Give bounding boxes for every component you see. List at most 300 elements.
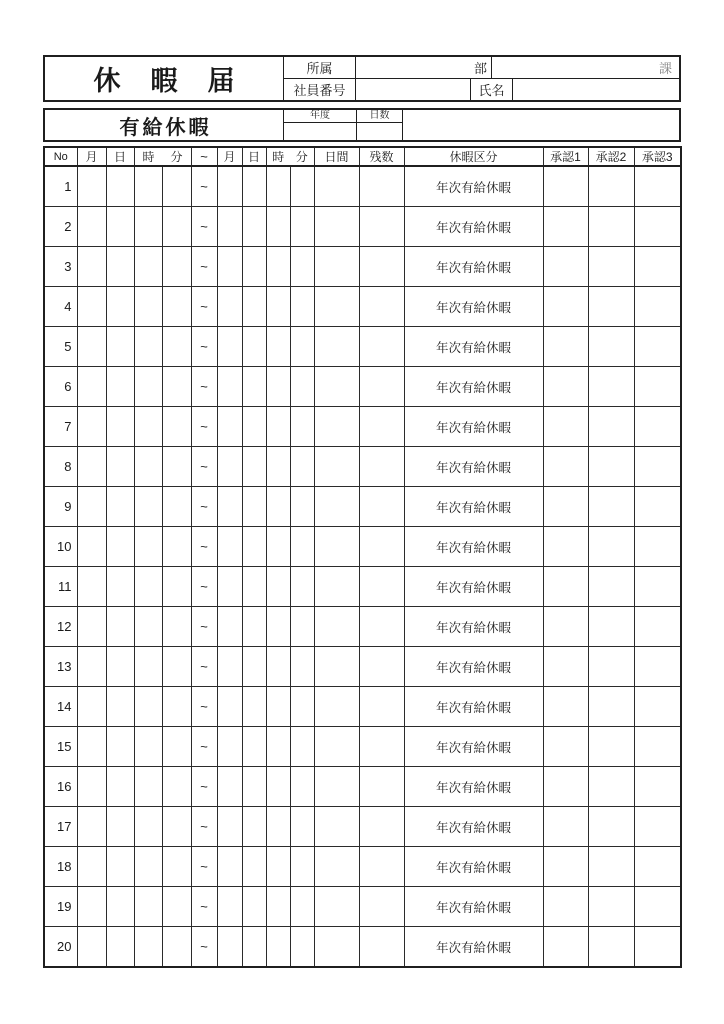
end-hour-field[interactable]	[266, 847, 290, 887]
approval3-field[interactable]	[634, 287, 681, 327]
header-approval3: 承認3	[634, 147, 681, 166]
approval3-field[interactable]	[634, 527, 681, 567]
table-row	[44, 207, 681, 247]
remaining-field[interactable]	[359, 687, 404, 727]
start-day-field[interactable]	[106, 807, 134, 847]
end-hour-field[interactable]	[266, 727, 290, 767]
duration-field[interactable]	[314, 447, 359, 487]
range-tilde: ~	[191, 687, 217, 727]
paid-leave-title	[45, 110, 284, 140]
approval2-field[interactable]	[588, 247, 634, 287]
end-month-field[interactable]	[217, 327, 242, 367]
approval1-field[interactable]	[543, 287, 588, 327]
paid-leave-title-text: 有給休暇	[119, 116, 212, 139]
remaining-field[interactable]	[359, 527, 404, 567]
row-number: 16	[44, 767, 77, 807]
start-minute-field[interactable]	[162, 767, 191, 807]
name-field[interactable]	[513, 79, 679, 100]
duration-field[interactable]	[314, 887, 359, 927]
end-hour-field[interactable]	[266, 207, 290, 247]
start-month-field[interactable]	[77, 367, 106, 407]
start-day-field[interactable]	[106, 407, 134, 447]
department-label: 所属	[284, 57, 356, 78]
end-day-field[interactable]	[242, 767, 266, 807]
end-hour-field[interactable]	[266, 287, 290, 327]
approval3-field[interactable]	[634, 407, 681, 447]
duration-field[interactable]	[314, 767, 359, 807]
start-day-field[interactable]	[106, 607, 134, 647]
start-month-field[interactable]	[77, 287, 106, 327]
remaining-field[interactable]	[359, 727, 404, 767]
start-minute-field[interactable]	[162, 447, 191, 487]
start-minute-field[interactable]	[162, 287, 191, 327]
end-minute-field[interactable]	[290, 367, 314, 407]
row-number: 1	[44, 166, 77, 207]
approval1-field[interactable]	[543, 487, 588, 527]
start-month-field[interactable]	[77, 567, 106, 607]
table-row	[44, 407, 681, 447]
start-month-field[interactable]	[77, 647, 106, 687]
start-day-field[interactable]	[106, 687, 134, 727]
start-month-field[interactable]	[77, 166, 106, 207]
remaining-field[interactable]	[359, 607, 404, 647]
start-day-field[interactable]	[106, 847, 134, 887]
end-minute-field[interactable]	[290, 647, 314, 687]
start-day-field[interactable]	[106, 207, 134, 247]
duration-field[interactable]	[314, 607, 359, 647]
approval3-field[interactable]	[634, 687, 681, 727]
section-field[interactable]	[492, 57, 679, 78]
end-hour-field[interactable]	[266, 647, 290, 687]
header-start-day: 日	[106, 147, 134, 166]
row-number: 2	[44, 207, 77, 247]
table-row	[44, 166, 681, 207]
approval2-field[interactable]	[588, 807, 634, 847]
approval2-field[interactable]	[588, 887, 634, 927]
end-minute-field[interactable]	[290, 567, 314, 607]
remaining-field[interactable]	[359, 207, 404, 247]
end-minute-field[interactable]	[290, 927, 314, 968]
end-month-field[interactable]	[217, 767, 242, 807]
approval2-field[interactable]	[588, 327, 634, 367]
start-day-field[interactable]	[106, 327, 134, 367]
approval3-field[interactable]	[634, 927, 681, 968]
start-month-field[interactable]	[77, 927, 106, 968]
end-day-field[interactable]	[242, 247, 266, 287]
start-minute-field[interactable]	[162, 327, 191, 367]
end-month-field[interactable]	[217, 247, 242, 287]
header-start-minute: 分	[170, 150, 183, 164]
table-row	[44, 607, 681, 647]
remaining-field[interactable]	[359, 767, 404, 807]
remaining-field[interactable]	[359, 487, 404, 527]
approval3-field[interactable]	[634, 847, 681, 887]
approval3-field[interactable]	[634, 767, 681, 807]
range-tilde: ~	[191, 287, 217, 327]
start-minute-field[interactable]	[162, 807, 191, 847]
start-month-field[interactable]	[77, 407, 106, 447]
remaining-field[interactable]	[359, 367, 404, 407]
approval2-field[interactable]	[588, 847, 634, 887]
end-day-field[interactable]	[242, 567, 266, 607]
end-month-field[interactable]	[217, 927, 242, 968]
range-tilde: ~	[191, 207, 217, 247]
duration-field[interactable]	[314, 847, 359, 887]
start-month-field[interactable]	[77, 727, 106, 767]
start-hour-field[interactable]	[134, 527, 162, 567]
end-minute-field[interactable]	[290, 207, 314, 247]
approval2-field[interactable]	[588, 567, 634, 607]
start-hour-field[interactable]	[134, 287, 162, 327]
start-day-field[interactable]	[106, 287, 134, 327]
start-hour-field[interactable]	[134, 447, 162, 487]
approval1-field[interactable]	[543, 847, 588, 887]
end-hour-field[interactable]	[266, 487, 290, 527]
start-hour-field[interactable]	[134, 487, 162, 527]
remaining-field[interactable]	[359, 887, 404, 927]
end-month-field[interactable]	[217, 166, 242, 207]
range-tilde: ~	[191, 166, 217, 207]
start-hour-field[interactable]	[134, 687, 162, 727]
end-day-field[interactable]	[242, 887, 266, 927]
approval2-field[interactable]	[588, 487, 634, 527]
approval1-field[interactable]	[543, 247, 588, 287]
end-minute-field[interactable]	[290, 287, 314, 327]
end-hour-field[interactable]	[266, 567, 290, 607]
start-hour-field[interactable]	[134, 367, 162, 407]
end-hour-field[interactable]	[266, 367, 290, 407]
remaining-field[interactable]	[359, 447, 404, 487]
end-day-field[interactable]	[242, 487, 266, 527]
leave-type: 年次有給休暇	[404, 727, 543, 767]
end-hour-field[interactable]	[266, 166, 290, 207]
start-minute-field[interactable]	[162, 687, 191, 727]
start-month-field[interactable]	[77, 247, 106, 287]
end-hour-field[interactable]	[266, 527, 290, 567]
end-minute-field[interactable]	[290, 487, 314, 527]
start-minute-field[interactable]	[162, 847, 191, 887]
start-minute-field[interactable]	[162, 887, 191, 927]
end-month-field[interactable]	[217, 407, 242, 447]
end-minute-field[interactable]	[290, 807, 314, 847]
start-minute-field[interactable]	[162, 407, 191, 447]
approval1-field[interactable]	[543, 527, 588, 567]
start-hour-field[interactable]	[134, 327, 162, 367]
end-hour-field[interactable]	[266, 407, 290, 447]
start-minute-field[interactable]	[162, 487, 191, 527]
end-month-field[interactable]	[217, 807, 242, 847]
start-hour-field[interactable]	[134, 807, 162, 847]
approval1-field[interactable]	[543, 166, 588, 207]
approval2-field[interactable]	[588, 727, 634, 767]
start-hour-field[interactable]	[134, 567, 162, 607]
end-hour-field[interactable]	[266, 887, 290, 927]
end-day-field[interactable]	[242, 367, 266, 407]
approval3-field[interactable]	[634, 887, 681, 927]
approval1-field[interactable]	[543, 727, 588, 767]
start-day-field[interactable]	[106, 527, 134, 567]
start-hour-field[interactable]	[134, 607, 162, 647]
range-tilde: ~	[191, 807, 217, 847]
start-day-field[interactable]	[106, 887, 134, 927]
start-day-field[interactable]	[106, 567, 134, 607]
days-field[interactable]	[357, 123, 402, 140]
end-day-field[interactable]	[242, 727, 266, 767]
approval2-field[interactable]	[588, 447, 634, 487]
approval3-field[interactable]	[634, 367, 681, 407]
start-minute-field[interactable]	[162, 367, 191, 407]
start-month-field[interactable]	[77, 487, 106, 527]
end-day-field[interactable]	[242, 527, 266, 567]
start-day-field[interactable]	[106, 927, 134, 968]
form-header-box	[43, 55, 681, 102]
duration-field[interactable]	[314, 647, 359, 687]
end-month-field[interactable]	[217, 487, 242, 527]
duration-field[interactable]	[314, 727, 359, 767]
leave-type: 年次有給休暇	[404, 607, 543, 647]
leave-type: 年次有給休暇	[404, 447, 543, 487]
approval2-field[interactable]	[588, 767, 634, 807]
start-day-field[interactable]	[106, 447, 134, 487]
start-hour-field[interactable]	[134, 767, 162, 807]
end-hour-field[interactable]	[266, 247, 290, 287]
start-minute-field[interactable]	[162, 647, 191, 687]
approval3-field[interactable]	[634, 327, 681, 367]
end-hour-field[interactable]	[266, 767, 290, 807]
approval3-field[interactable]	[634, 607, 681, 647]
end-minute-field[interactable]	[290, 607, 314, 647]
remaining-field[interactable]	[359, 567, 404, 607]
duration-field[interactable]	[314, 487, 359, 527]
start-month-field[interactable]	[77, 847, 106, 887]
approval2-field[interactable]	[588, 927, 634, 968]
approval3-field[interactable]	[634, 727, 681, 767]
duration-field[interactable]	[314, 567, 359, 607]
duration-field[interactable]	[314, 807, 359, 847]
row-number: 12	[44, 607, 77, 647]
end-month-field[interactable]	[217, 207, 242, 247]
remaining-field[interactable]	[359, 407, 404, 447]
duration-field[interactable]	[314, 247, 359, 287]
end-day-field[interactable]	[242, 447, 266, 487]
start-day-field[interactable]	[106, 487, 134, 527]
end-month-field[interactable]	[217, 847, 242, 887]
start-day-field[interactable]	[106, 247, 134, 287]
approval1-field[interactable]	[543, 767, 588, 807]
end-day-field[interactable]	[242, 927, 266, 968]
approval3-field[interactable]	[634, 807, 681, 847]
fiscal-year-field[interactable]	[284, 123, 356, 140]
header-remaining: 残数	[359, 147, 404, 166]
start-hour-field[interactable]	[134, 166, 162, 207]
approval1-field[interactable]	[543, 807, 588, 847]
start-month-field[interactable]	[77, 887, 106, 927]
end-hour-field[interactable]	[266, 687, 290, 727]
end-month-field[interactable]	[217, 447, 242, 487]
remaining-field[interactable]	[359, 927, 404, 968]
remaining-field[interactable]	[359, 807, 404, 847]
end-minute-field[interactable]	[290, 527, 314, 567]
approval1-field[interactable]	[543, 887, 588, 927]
end-day-field[interactable]	[242, 207, 266, 247]
start-month-field[interactable]	[77, 527, 106, 567]
start-hour-field[interactable]	[134, 927, 162, 968]
start-minute-field[interactable]	[162, 567, 191, 607]
remaining-field[interactable]	[359, 847, 404, 887]
start-month-field[interactable]	[77, 687, 106, 727]
start-hour-field[interactable]	[134, 887, 162, 927]
duration-field[interactable]	[314, 407, 359, 447]
start-day-field[interactable]	[106, 767, 134, 807]
remaining-field[interactable]	[359, 647, 404, 687]
start-minute-field[interactable]	[162, 166, 191, 207]
end-day-field[interactable]	[242, 607, 266, 647]
approval3-field[interactable]	[634, 207, 681, 247]
approval1-field[interactable]	[543, 647, 588, 687]
end-minute-field[interactable]	[290, 847, 314, 887]
approval1-field[interactable]	[543, 687, 588, 727]
duration-field[interactable]	[314, 527, 359, 567]
start-month-field[interactable]	[77, 207, 106, 247]
approval3-field[interactable]	[634, 447, 681, 487]
end-minute-field[interactable]	[290, 327, 314, 367]
approval2-field[interactable]	[588, 407, 634, 447]
remaining-field[interactable]	[359, 247, 404, 287]
start-hour-field[interactable]	[134, 847, 162, 887]
duration-field[interactable]	[314, 207, 359, 247]
end-month-field[interactable]	[217, 607, 242, 647]
remaining-field[interactable]	[359, 166, 404, 207]
approval1-field[interactable]	[543, 207, 588, 247]
start-minute-field[interactable]	[162, 607, 191, 647]
start-day-field[interactable]	[106, 727, 134, 767]
remaining-field[interactable]	[359, 327, 404, 367]
end-month-field[interactable]	[217, 887, 242, 927]
end-month-field[interactable]	[217, 527, 242, 567]
start-minute-field[interactable]	[162, 247, 191, 287]
range-tilde: ~	[191, 367, 217, 407]
end-minute-field[interactable]	[290, 247, 314, 287]
duration-field[interactable]	[314, 367, 359, 407]
end-hour-field[interactable]	[266, 327, 290, 367]
approval2-field[interactable]	[588, 527, 634, 567]
header-approval1: 承認1	[543, 147, 588, 166]
approval1-field[interactable]	[543, 327, 588, 367]
department-field[interactable]	[356, 57, 492, 78]
start-day-field[interactable]	[106, 647, 134, 687]
approval2-field[interactable]	[588, 647, 634, 687]
end-day-field[interactable]	[242, 407, 266, 447]
start-minute-field[interactable]	[162, 527, 191, 567]
duration-field[interactable]	[314, 287, 359, 327]
department-unit-label: 部	[473, 61, 487, 76]
approval3-field[interactable]	[634, 487, 681, 527]
end-day-field[interactable]	[242, 847, 266, 887]
employee-number-field[interactable]	[356, 79, 471, 100]
leave-type: 年次有給休暇	[404, 207, 543, 247]
name-label: 氏名	[471, 79, 513, 100]
end-day-field[interactable]	[242, 327, 266, 367]
approval3-field[interactable]	[634, 247, 681, 287]
end-day-field[interactable]	[242, 166, 266, 207]
end-hour-field[interactable]	[266, 927, 290, 968]
end-month-field[interactable]	[217, 687, 242, 727]
approval1-field[interactable]	[543, 367, 588, 407]
start-month-field[interactable]	[77, 327, 106, 367]
end-minute-field[interactable]	[290, 887, 314, 927]
end-day-field[interactable]	[242, 647, 266, 687]
end-hour-field[interactable]	[266, 447, 290, 487]
duration-field[interactable]	[314, 327, 359, 367]
approval3-field[interactable]	[634, 567, 681, 607]
duration-field[interactable]	[314, 927, 359, 968]
start-day-field[interactable]	[106, 367, 134, 407]
approval2-field[interactable]	[588, 287, 634, 327]
start-hour-field[interactable]	[134, 407, 162, 447]
end-minute-field[interactable]	[290, 767, 314, 807]
start-hour-field[interactable]	[134, 207, 162, 247]
approval3-field[interactable]	[634, 647, 681, 687]
table-row	[44, 527, 681, 567]
end-month-field[interactable]	[217, 287, 242, 327]
approval1-field[interactable]	[543, 407, 588, 447]
approval1-field[interactable]	[543, 567, 588, 607]
duration-field[interactable]	[314, 687, 359, 727]
end-month-field[interactable]	[217, 727, 242, 767]
end-day-field[interactable]	[242, 687, 266, 727]
end-hour-field[interactable]	[266, 607, 290, 647]
approval2-field[interactable]	[588, 687, 634, 727]
start-minute-field[interactable]	[162, 207, 191, 247]
start-month-field[interactable]	[77, 767, 106, 807]
start-hour-field[interactable]	[134, 247, 162, 287]
end-month-field[interactable]	[217, 367, 242, 407]
start-day-field[interactable]	[106, 166, 134, 207]
start-hour-field[interactable]	[134, 727, 162, 767]
remaining-field[interactable]	[359, 287, 404, 327]
approval2-field[interactable]	[588, 607, 634, 647]
end-day-field[interactable]	[242, 287, 266, 327]
end-minute-field[interactable]	[290, 687, 314, 727]
start-month-field[interactable]	[77, 607, 106, 647]
approval1-field[interactable]	[543, 447, 588, 487]
approval2-field[interactable]	[588, 166, 634, 207]
row-number: 6	[44, 367, 77, 407]
approval3-field[interactable]	[634, 166, 681, 207]
range-tilde: ~	[191, 327, 217, 367]
end-minute-field[interactable]	[290, 407, 314, 447]
approval1-field[interactable]	[543, 607, 588, 647]
leave-type: 年次有給休暇	[404, 166, 543, 207]
end-month-field[interactable]	[217, 567, 242, 607]
end-minute-field[interactable]	[290, 447, 314, 487]
start-month-field[interactable]	[77, 807, 106, 847]
end-minute-field[interactable]	[290, 166, 314, 207]
end-month-field[interactable]	[217, 647, 242, 687]
end-minute-field[interactable]	[290, 727, 314, 767]
approval2-field[interactable]	[588, 207, 634, 247]
approval1-field[interactable]	[543, 927, 588, 968]
duration-field[interactable]	[314, 166, 359, 207]
start-hour-field[interactable]	[134, 647, 162, 687]
end-hour-field[interactable]	[266, 807, 290, 847]
start-month-field[interactable]	[77, 447, 106, 487]
approval2-field[interactable]	[588, 367, 634, 407]
start-minute-field[interactable]	[162, 927, 191, 968]
end-day-field[interactable]	[242, 807, 266, 847]
start-minute-field[interactable]	[162, 727, 191, 767]
row-number: 13	[44, 647, 77, 687]
